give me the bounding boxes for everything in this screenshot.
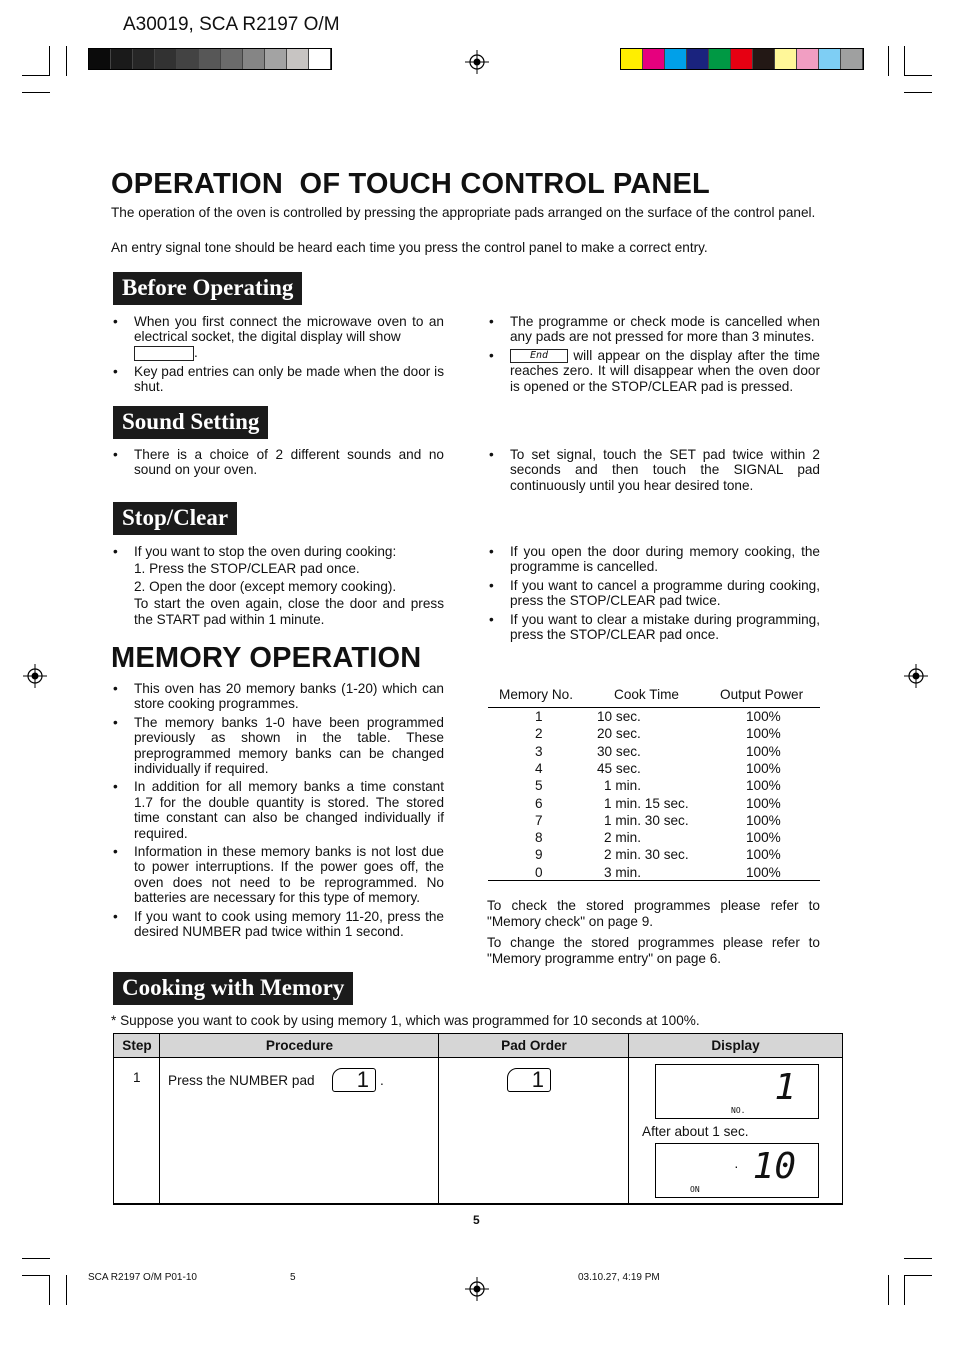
crop-mark bbox=[22, 1258, 50, 1259]
memory-number-cell: 6 bbox=[535, 795, 543, 811]
crop-mark bbox=[22, 75, 50, 76]
column-divider bbox=[159, 1034, 160, 1203]
procedure-text: Press the NUMBER pad bbox=[168, 1073, 315, 1088]
list-item: • The programme or check mode is cancelled when any pads are not pressed for more than 3 minutes. bbox=[487, 314, 820, 345]
registration-mark-icon bbox=[904, 664, 928, 688]
color-swatch bbox=[243, 49, 265, 69]
color-swatch bbox=[665, 49, 687, 69]
section-heading-stop-clear: Stop/Clear bbox=[113, 502, 237, 535]
crop-mark bbox=[22, 1275, 50, 1276]
cook-time-cell: 2 min. bbox=[604, 830, 642, 846]
color-swatch bbox=[753, 49, 775, 69]
output-power-cell: 100% bbox=[746, 743, 781, 759]
list-item-text: • If you want to stop the oven during cooking: bbox=[134, 544, 397, 559]
memory-check-note: To check the stored programmes please refer to "Memory check" on page 9. bbox=[487, 898, 820, 929]
memory-operation-title: MEMORY OPERATION bbox=[111, 642, 422, 674]
cook-time-cell: 1 min. bbox=[604, 778, 642, 794]
column-divider bbox=[628, 1034, 629, 1203]
sound-setting-left-list bbox=[111, 447, 444, 481]
crop-mark bbox=[904, 1275, 905, 1305]
color-swatch bbox=[775, 49, 797, 69]
color-swatch bbox=[111, 49, 133, 69]
color-swatch bbox=[841, 49, 863, 69]
color-swatch bbox=[309, 49, 331, 69]
color-swatch bbox=[621, 49, 643, 69]
cook-time-cell: 30 sec. bbox=[597, 743, 641, 759]
list-item-text: When you first connect the microwave oven to an electrical socket, the digital display will show bbox=[134, 314, 444, 345]
before-operating-left-list bbox=[111, 314, 444, 398]
memory-number-cell: 2 bbox=[535, 726, 543, 742]
memory-number-cell: 8 bbox=[535, 830, 543, 846]
column-header-procedure: Procedure bbox=[160, 1034, 439, 1058]
step-two: 2. Open the door (except memory cooking). bbox=[134, 578, 397, 594]
memory-table-header bbox=[488, 686, 820, 708]
list-item: • If you want to cancel a programme during cooking, press the STOP/CLEAR pad twice. bbox=[487, 578, 820, 609]
pad-order-number-1-key: 1 bbox=[507, 1068, 551, 1092]
list-item: • Key pad entries can only be made when the door is shut. bbox=[111, 364, 444, 395]
example-note: * Suppose you want to cook by using memory 1, which was programmed for 10 seconds at 100%. bbox=[111, 1013, 700, 1028]
display-memory-number bbox=[655, 1064, 819, 1119]
table-row bbox=[488, 761, 820, 778]
display-digits: 10 bbox=[752, 1146, 796, 1187]
end-display-indicator: End bbox=[510, 349, 568, 363]
color-swatch bbox=[709, 49, 731, 69]
sentence-end: . bbox=[194, 344, 198, 360]
output-power-cell: 100% bbox=[746, 847, 781, 863]
list-item bbox=[487, 348, 820, 394]
color-swatch bbox=[687, 49, 709, 69]
output-power-cell: 100% bbox=[746, 778, 781, 794]
list-item-text: will appear on the display after the time reaches zero. It will disappear when the oven door is opened or the STOP/CLEAR pad is pressed. bbox=[510, 347, 820, 394]
sound-setting-right-list bbox=[487, 447, 820, 496]
list-item: • If you open the door during memory cooking, the programme is cancelled. bbox=[487, 544, 820, 575]
crop-mark bbox=[888, 1275, 889, 1305]
color-swatch bbox=[89, 49, 111, 69]
display-indicator-on: ON bbox=[690, 1185, 700, 1194]
list-item: • Information in these memory banks is not lost due to power interruptions. If the power goes off, the oven does not need to be reprogrammed. No batteries are necessary for this type of memory. bbox=[111, 844, 444, 906]
list-item: • There is a choice of 2 different sounds and no sound on your oven. bbox=[111, 447, 444, 478]
color-swatch bbox=[797, 49, 819, 69]
registration-mark-icon bbox=[23, 664, 47, 688]
color-bar bbox=[620, 48, 864, 70]
cook-time-cell: 20 sec. bbox=[597, 726, 641, 742]
color-swatch bbox=[155, 49, 177, 69]
footer-page: 5 bbox=[290, 1272, 296, 1283]
before-operating-right-list bbox=[487, 314, 820, 397]
color-swatch bbox=[265, 49, 287, 69]
color-swatch bbox=[133, 49, 155, 69]
output-power-cell: 100% bbox=[746, 830, 781, 846]
memory-table-bottom-rule bbox=[488, 880, 820, 881]
column-header-memory-no: Memory No. bbox=[499, 687, 574, 702]
section-heading-sound-setting: Sound Setting bbox=[113, 406, 268, 439]
column-header-pad-order: Pad Order bbox=[439, 1034, 629, 1058]
memory-number-cell: 4 bbox=[535, 760, 543, 776]
list-item bbox=[111, 544, 444, 627]
column-header-step: Step bbox=[114, 1034, 160, 1058]
table-row bbox=[488, 796, 820, 813]
memory-number-cell: 0 bbox=[535, 864, 543, 880]
crop-mark bbox=[904, 1258, 932, 1259]
display-indicator-no: NO. bbox=[731, 1106, 746, 1115]
table-row bbox=[488, 813, 820, 830]
list-item: • This oven has 20 memory banks (1-20) which can store cooking programmes. bbox=[111, 681, 444, 712]
section-heading-before-operating: Before Operating bbox=[113, 272, 302, 305]
table-row bbox=[488, 847, 820, 864]
crop-mark bbox=[22, 92, 50, 93]
list-item: • To set signal, touch the SET pad twice within 2 seconds and then touch the SIGNAL pad continuously until you hear desired tone. bbox=[487, 447, 820, 493]
page-title: OPERATION OF TOUCH CONTROL PANEL bbox=[111, 168, 710, 200]
crop-mark bbox=[904, 92, 932, 93]
intro-paragraph-1: The operation of the oven is controlled by pressing the appropriate pads arranged on the surface of the control panel. bbox=[111, 205, 816, 220]
crop-mark bbox=[904, 1275, 932, 1276]
page-number: 5 bbox=[473, 1213, 480, 1227]
crop-mark bbox=[888, 46, 889, 76]
crop-mark bbox=[66, 1275, 67, 1305]
cook-time-cell: 3 min. bbox=[604, 864, 642, 880]
table-row bbox=[488, 726, 820, 743]
display-colon-dot: · bbox=[734, 1158, 739, 1174]
column-divider bbox=[438, 1034, 439, 1203]
display-cook-time bbox=[655, 1143, 819, 1198]
color-swatch bbox=[199, 49, 221, 69]
stop-clear-left-list bbox=[111, 544, 444, 630]
memory-number-cell: 7 bbox=[535, 812, 543, 828]
column-header-output-power: Output Power bbox=[720, 687, 804, 702]
column-header-display: Display bbox=[629, 1034, 842, 1058]
gray-scale-bar bbox=[88, 48, 332, 70]
memory-operation-list bbox=[111, 681, 444, 943]
memory-number-cell: 5 bbox=[535, 778, 543, 794]
restart-instruction: To start the oven again, close the door and press the START pad within 1 minute. bbox=[134, 596, 444, 627]
table-row bbox=[488, 709, 820, 726]
memory-number-cell: 9 bbox=[535, 847, 543, 863]
number-pad-1-key: 1 bbox=[332, 1068, 376, 1092]
output-power-cell: 100% bbox=[746, 726, 781, 742]
list-item: • In addition for all memory banks a time constant 1.7 for the double quantity is stored. The stored time constant can also be changed individually if required. bbox=[111, 779, 444, 841]
section-heading-cooking-with-memory: Cooking with Memory bbox=[113, 972, 353, 1005]
output-power-cell: 100% bbox=[746, 864, 781, 880]
footer-file-name: SCA R2197 O/M P01-10 bbox=[88, 1272, 197, 1283]
registration-mark-icon bbox=[465, 50, 489, 74]
output-power-cell: 100% bbox=[746, 812, 781, 828]
memory-change-note: To change the stored programmes please refer to "Memory programme entry" on page 6. bbox=[487, 935, 820, 966]
registration-mark-icon bbox=[465, 1277, 489, 1301]
color-swatch bbox=[731, 49, 753, 69]
list-item: • The memory banks 1-0 have been programmed previously as shown in the table. These preprogrammed memory banks can be changed individually if required. bbox=[111, 715, 444, 777]
crop-mark bbox=[904, 46, 905, 76]
cook-time-cell: 1 min. 15 sec. bbox=[604, 795, 689, 811]
output-power-cell: 100% bbox=[746, 795, 781, 811]
crop-mark bbox=[904, 75, 932, 76]
stop-clear-right-list bbox=[487, 544, 820, 645]
color-swatch bbox=[177, 49, 199, 69]
table-row bbox=[488, 830, 820, 847]
document-id: A30019, SCA R2197 O/M bbox=[123, 14, 340, 35]
output-power-cell: 100% bbox=[746, 709, 781, 724]
step-number: 1 bbox=[133, 1070, 141, 1085]
step-one: 1. Press the STOP/CLEAR pad once. bbox=[134, 561, 360, 577]
blank-display-indicator bbox=[134, 346, 194, 361]
list-item: • If you want to clear a mistake during programming, press the STOP/CLEAR pad once. bbox=[487, 612, 820, 643]
table-row bbox=[488, 778, 820, 795]
color-swatch bbox=[819, 49, 841, 69]
cook-time-cell: 45 sec. bbox=[597, 760, 641, 776]
output-power-cell: 100% bbox=[746, 760, 781, 776]
cook-time-cell: 1 min. 30 sec. bbox=[604, 812, 689, 828]
memory-number-cell: 3 bbox=[535, 743, 543, 759]
color-swatch bbox=[287, 49, 309, 69]
list-item: • If you want to cook using memory 11-20, press the desired NUMBER pad twice within 1 second. bbox=[111, 909, 444, 940]
crop-mark bbox=[49, 1275, 50, 1305]
intro-paragraph-2: An entry signal tone should be heard each time you press the control panel to make a correct entry. bbox=[111, 240, 708, 255]
color-swatch bbox=[643, 49, 665, 69]
color-swatch bbox=[221, 49, 243, 69]
crop-mark bbox=[49, 46, 50, 76]
steps-table bbox=[113, 1033, 843, 1205]
footer-timestamp: 03.10.27, 4:19 PM bbox=[578, 1272, 660, 1283]
cook-time-cell: 2 min. 30 sec. bbox=[604, 847, 689, 863]
crop-mark bbox=[66, 46, 67, 76]
table-row bbox=[488, 744, 820, 761]
cook-time-cell: 10 sec. bbox=[597, 709, 641, 724]
after-one-second-text: After about 1 sec. bbox=[642, 1124, 749, 1139]
display-digits: 1 bbox=[774, 1067, 796, 1108]
column-header-cook-time: Cook Time bbox=[614, 687, 679, 702]
memory-number-cell: 1 bbox=[535, 709, 543, 724]
procedure-end: . bbox=[380, 1073, 384, 1088]
list-item bbox=[111, 314, 444, 361]
